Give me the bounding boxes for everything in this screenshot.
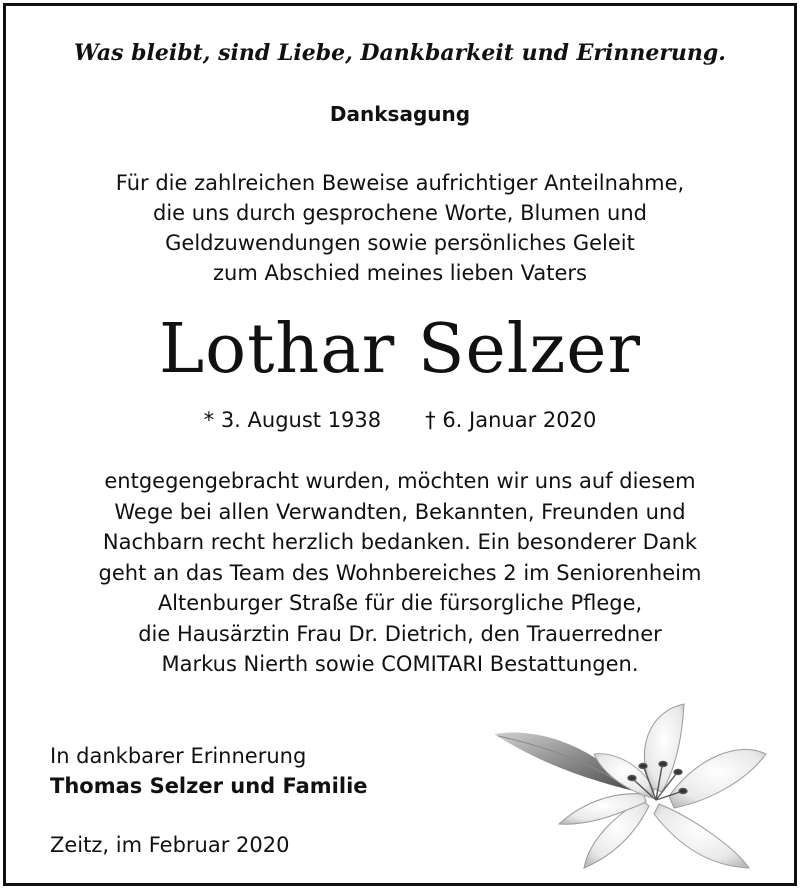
place-date: Zeitz, im Februar 2020 bbox=[50, 833, 290, 857]
intro-line: die uns durch gesprochene Worte, Blumen und bbox=[153, 201, 647, 225]
death-date: † 6. Januar 2020 bbox=[425, 408, 597, 432]
body-line: Wege bei allen Verwandten, Bekannten, Freunden und bbox=[114, 499, 686, 524]
body-line: geht an das Team des Wohnbereiches 2 im Seniorenheim bbox=[98, 560, 702, 585]
body-line: Altenburger Straße für die fürsorgliche Pflege, bbox=[157, 591, 643, 615]
life-dates bbox=[6, 408, 794, 432]
closing bbox=[50, 741, 368, 801]
obituary-notice bbox=[3, 3, 797, 886]
intro-line: zum Abschied meines lieben Vaters bbox=[213, 261, 587, 285]
closing-line: In dankbarer Erinnerung bbox=[50, 744, 307, 768]
birth-date: * 3. August 1938 bbox=[203, 408, 382, 432]
motto: Was bleibt, sind Liebe, Dankbarkeit und Erinnerung. bbox=[74, 40, 726, 66]
body-line: entgegengebracht wurden, möchten wir uns auf diesem bbox=[104, 469, 696, 493]
intro-line: Für die zahlreichen Beweise aufrichtiger Anteilnahme, bbox=[115, 171, 685, 195]
body-line: die Hausärztin Frau Dr. Dietrich, den Trauerredner bbox=[138, 621, 662, 646]
body-line: Nachbarn recht herzlich bedanken. Ein besonderer Dank bbox=[102, 530, 698, 554]
family-signature: Thomas Selzer und Familie bbox=[50, 774, 368, 798]
heading: Danksagung bbox=[329, 102, 471, 126]
body-line: Markus Nierth sowie COMITARI Bestattungen. bbox=[161, 652, 639, 676]
deceased-name: Lothar Selzer bbox=[158, 310, 642, 389]
intro-text bbox=[6, 168, 794, 288]
body-text bbox=[6, 466, 794, 680]
intro-line: Geldzuwendungen sowie persönliches Geleit bbox=[165, 231, 635, 255]
lily-flower-image bbox=[484, 696, 774, 871]
